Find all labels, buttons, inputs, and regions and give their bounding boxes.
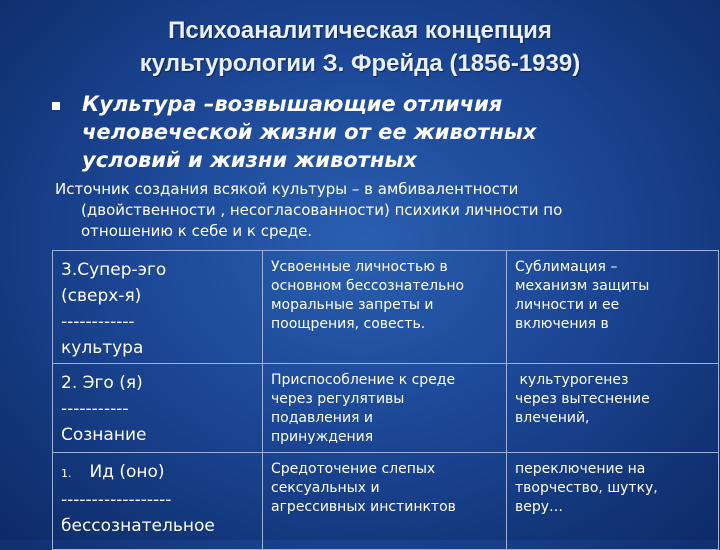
level-name: Ид (оно) (89, 462, 165, 482)
mechanism-line: механизм защиты (515, 278, 650, 294)
mechanism-line: культурогенез (515, 372, 629, 388)
level-cell (53, 453, 263, 550)
level-line: ----------- (61, 399, 129, 419)
description-line: Усвоенные личностью в (271, 259, 448, 275)
mechanism-line: включения в (515, 316, 609, 332)
description-cell (263, 453, 507, 550)
source-line-2: (двойственности , несогласованности) психики личности по (81, 201, 563, 219)
mechanism-cell (507, 364, 719, 453)
description-line: сексуальных и (271, 480, 380, 496)
mechanism-line: веру… (515, 499, 564, 515)
description-cell (263, 364, 507, 453)
table-row (53, 453, 719, 550)
level-line: культура (61, 338, 144, 358)
description-line: основном бессознательно (271, 278, 465, 294)
mechanism-line: личности и ее (515, 297, 620, 313)
bullet-text (82, 90, 692, 174)
title-line-2: культурологии З. Фрейда (1856-1939) (139, 50, 581, 77)
description-line: поощрения, совесть. (271, 316, 426, 332)
level-line: бессознательное (61, 516, 215, 536)
table-row (53, 364, 719, 453)
description-line: подавления и (271, 410, 374, 426)
bullet-line-1: Культура –возвышающие отличия (82, 92, 503, 116)
mechanism-cell (507, 251, 719, 364)
mechanism-line: Сублимация – (515, 259, 618, 275)
level-line: (сверх-я) (61, 286, 142, 306)
mechanism-line: влечений, (515, 410, 590, 426)
description-line: принуждения (271, 429, 374, 445)
source-line-3: отношению к себе и к среде. (81, 222, 313, 240)
description-line: Средоточение слепых (271, 461, 436, 477)
description-cell (263, 251, 507, 364)
mechanism-line: творчество, шутку, (515, 480, 658, 496)
freud-structure-table (52, 250, 719, 550)
level-line (61, 459, 262, 487)
level-line: Сознание (61, 425, 147, 445)
description-line: Приспособление к среде (271, 372, 456, 388)
bullet-line-2: человеческой жизни от ее животных (82, 120, 537, 144)
bullet-line-3: условий и жизни животных (82, 148, 417, 172)
level-line: ------------------ (61, 490, 172, 510)
square-bullet-icon (52, 102, 60, 110)
level-cell (53, 251, 263, 364)
slide-title (60, 14, 660, 80)
description-line: через регулятивы (271, 391, 405, 407)
mechanism-line: через вытеснение (515, 391, 650, 407)
level-number: 1. (61, 467, 72, 480)
table-row (53, 251, 719, 364)
mechanism-line: переключение на (515, 461, 646, 477)
level-line: 2. Эго (я) (61, 373, 143, 393)
description-line: агрессивных инстинктов (271, 499, 456, 515)
level-line: ------------ (61, 312, 135, 332)
mechanism-cell (507, 453, 719, 550)
description-line: моральные запреты и (271, 297, 434, 313)
source-line-1: Источник создания всякой культуры – в амбивалентности (55, 180, 519, 198)
title-line-1: Психоаналитическая концепция (168, 17, 552, 44)
level-line: 3.Супер-эго (61, 260, 167, 280)
source-paragraph (55, 179, 695, 242)
level-cell (53, 364, 263, 453)
